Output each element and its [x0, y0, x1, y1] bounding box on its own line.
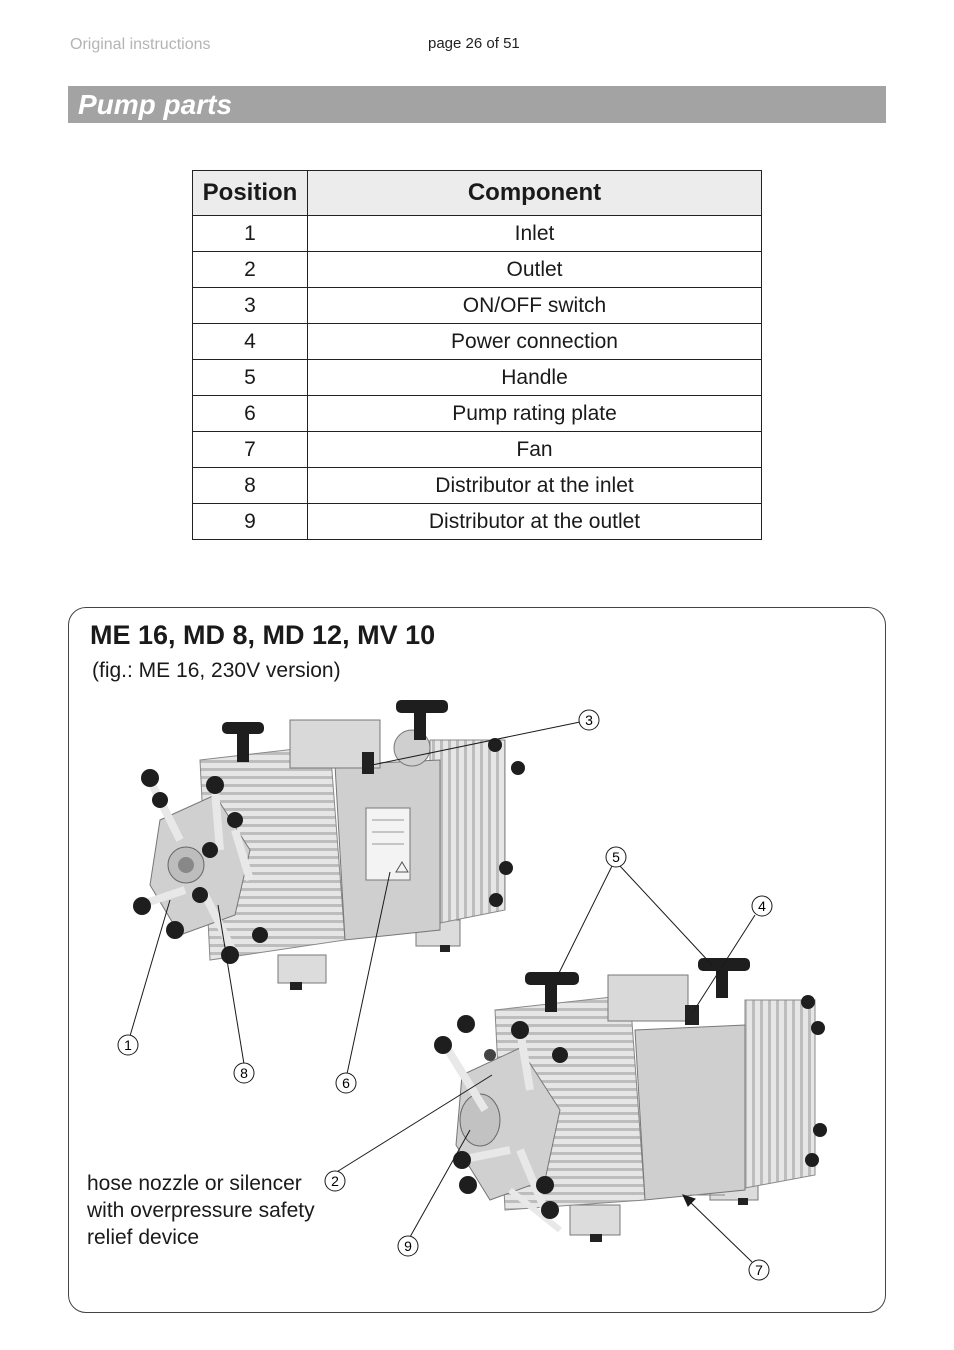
- figure-title: ME 16, MD 8, MD 12, MV 10: [90, 620, 436, 650]
- on-off-switch: [362, 752, 374, 774]
- cell-position: 3: [193, 288, 308, 324]
- cell-component: Power connection: [308, 324, 762, 360]
- column-header-position: Position: [193, 171, 308, 216]
- cell-component: Fan: [308, 432, 762, 468]
- cell-component: Pump rating plate: [308, 396, 762, 432]
- power-connection: [685, 1005, 699, 1025]
- header-doc-type: Original instructions: [70, 36, 211, 53]
- callout-4: [752, 896, 772, 916]
- svg-text:4: 4: [758, 898, 766, 914]
- cell-component: Distributor at the outlet: [308, 504, 762, 540]
- cell-position: 7: [193, 432, 308, 468]
- cell-component: Outlet: [308, 252, 762, 288]
- note-line: relief device: [87, 1226, 200, 1249]
- column-header-component: Component: [308, 171, 762, 216]
- svg-text:7: 7: [755, 1262, 763, 1278]
- svg-text:3: 3: [585, 712, 593, 728]
- outlet-note: [87, 1170, 347, 1251]
- svg-text:2: 2: [331, 1173, 339, 1189]
- cell-component: Inlet: [308, 216, 762, 252]
- svg-text:8: 8: [240, 1065, 248, 1081]
- figure-subtitle: (fig.: ME 16, 230V version): [92, 659, 341, 682]
- pump-unit-rear: [434, 958, 827, 1242]
- callout-6: [336, 1073, 356, 1093]
- callout-3: [579, 710, 599, 730]
- section-title: Pump parts: [68, 86, 886, 123]
- pump-unit-front: [133, 700, 525, 990]
- callout-8: [234, 1063, 254, 1083]
- note-line: hose nozzle or silencer: [87, 1172, 302, 1195]
- cell-position: 4: [193, 324, 308, 360]
- callout-1: [118, 1035, 138, 1055]
- cell-component: Handle: [308, 360, 762, 396]
- callout-9: [398, 1236, 418, 1256]
- cell-position: 8: [193, 468, 308, 504]
- svg-text:6: 6: [342, 1075, 350, 1091]
- note-line: with overpressure safety: [87, 1199, 315, 1222]
- cell-position: 9: [193, 504, 308, 540]
- cell-position: 1: [193, 216, 308, 252]
- cell-position: 6: [193, 396, 308, 432]
- svg-text:1: 1: [124, 1037, 132, 1053]
- svg-text:9: 9: [404, 1238, 412, 1254]
- callout-5: [606, 847, 626, 867]
- page-number: page 26 of 51: [428, 35, 520, 52]
- cell-component: Distributor at the inlet: [308, 468, 762, 504]
- cell-component: ON/OFF switch: [308, 288, 762, 324]
- cell-position: 2: [193, 252, 308, 288]
- callout-7: [749, 1260, 769, 1280]
- svg-text:5: 5: [612, 849, 620, 865]
- cell-position: 5: [193, 360, 308, 396]
